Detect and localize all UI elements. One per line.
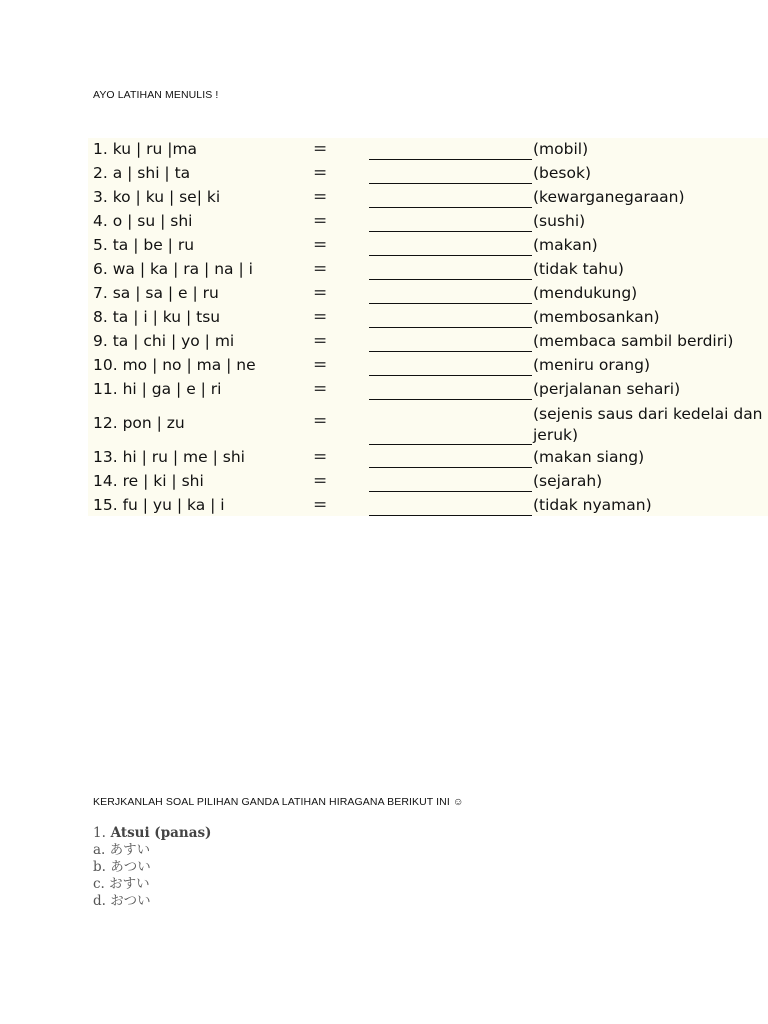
section-heading: KERJKANLAH SOAL PILIHAN GANDA LATIHAN HIRAGANA BERIKUT INI ☺ xyxy=(93,796,464,808)
answer-blank[interactable] xyxy=(369,207,532,208)
multiple-choice-question xyxy=(93,825,211,910)
syllables: 2. a | shi | ta xyxy=(93,164,191,182)
meaning: (membaca sambil berdiri) xyxy=(533,332,734,350)
answer-blank[interactable] xyxy=(369,255,532,256)
syllables: 13. hi | ru | me | shi xyxy=(93,448,245,466)
syllables: 6. wa | ka | ra | na | i xyxy=(93,260,253,278)
writing-exercise-table xyxy=(88,138,768,516)
meaning: (makan) xyxy=(533,236,598,254)
answer-blank[interactable] xyxy=(369,231,532,232)
question-title xyxy=(93,825,211,842)
equals-sign: = xyxy=(313,447,328,467)
answer-blank[interactable] xyxy=(369,183,532,184)
syllables: 9. ta | chi | yo | mi xyxy=(93,332,235,350)
option-d[interactable]: d. おつい xyxy=(93,893,151,909)
answer-blank[interactable] xyxy=(369,467,532,468)
page-title: AYO LATIHAN MENULIS ! xyxy=(93,89,219,101)
equals-sign: = xyxy=(313,379,328,399)
equals-sign: = xyxy=(313,307,328,327)
answer-blank[interactable] xyxy=(369,159,532,160)
syllables: 1. ku | ru |ma xyxy=(93,140,198,158)
equals-sign: = xyxy=(313,495,328,515)
question-number: 1. xyxy=(93,825,106,841)
equals-sign: = xyxy=(313,187,328,207)
option-c[interactable]: c. おすい xyxy=(93,876,150,892)
answer-blank[interactable] xyxy=(369,515,532,516)
answer-blank[interactable] xyxy=(369,491,532,492)
exercise-row xyxy=(88,404,768,448)
syllables: 4. o | su | shi xyxy=(93,212,193,230)
meaning: (sejarah) xyxy=(533,472,603,490)
question-text: Atsui (panas) xyxy=(110,825,212,841)
answer-blank[interactable] xyxy=(369,444,532,445)
meaning: (membosankan) xyxy=(533,308,660,326)
meaning: (perjalanan sehari) xyxy=(533,380,681,398)
equals-sign: = xyxy=(313,283,328,303)
syllables: 7. sa | sa | e | ru xyxy=(93,284,219,302)
syllables: 10. mo | no | ma | ne xyxy=(93,356,256,374)
meaning: (sushi) xyxy=(533,212,586,230)
syllables: 3. ko | ku | se| ki xyxy=(93,188,221,206)
equals-sign: = xyxy=(313,211,328,231)
equals-sign: = xyxy=(313,259,328,279)
answer-blank[interactable] xyxy=(369,399,532,400)
meaning: (kewarganegaraan) xyxy=(533,188,685,206)
answer-blank[interactable] xyxy=(369,351,532,352)
meaning: (mobil) xyxy=(533,140,589,158)
meaning: (tidak nyaman) xyxy=(533,496,652,514)
answer-blank[interactable] xyxy=(369,375,532,376)
meaning: (besok) xyxy=(533,164,592,182)
equals-sign: = xyxy=(313,471,328,491)
syllables: 11. hi | ga | e | ri xyxy=(93,380,222,398)
equals-sign: = xyxy=(313,355,328,375)
meaning: (makan siang) xyxy=(533,448,645,466)
meaning: (tidak tahu) xyxy=(533,260,624,278)
equals-sign: = xyxy=(313,331,328,351)
option-b[interactable]: b. あつい xyxy=(93,859,151,875)
equals-sign: = xyxy=(313,163,328,183)
answer-blank[interactable] xyxy=(369,279,532,280)
syllables: 5. ta | be | ru xyxy=(93,236,195,254)
option-a[interactable]: a. あすい xyxy=(93,842,151,858)
syllables: 8. ta | i | ku | tsu xyxy=(93,308,221,326)
answer-blank[interactable] xyxy=(369,303,532,304)
equals-sign: = xyxy=(313,235,328,255)
meaning: (sejenis saus dari kedelai dan jeruk) xyxy=(533,405,763,444)
equals-sign: = xyxy=(313,139,328,159)
syllables: 15. fu | yu | ka | i xyxy=(93,496,225,514)
equals-sign: = xyxy=(313,411,328,431)
meaning: (meniru orang) xyxy=(533,356,650,374)
syllables: 14. re | ki | shi xyxy=(93,472,204,490)
meaning: (mendukung) xyxy=(533,284,638,302)
syllables: 12. pon | zu xyxy=(93,414,185,432)
answer-blank[interactable] xyxy=(369,327,532,328)
